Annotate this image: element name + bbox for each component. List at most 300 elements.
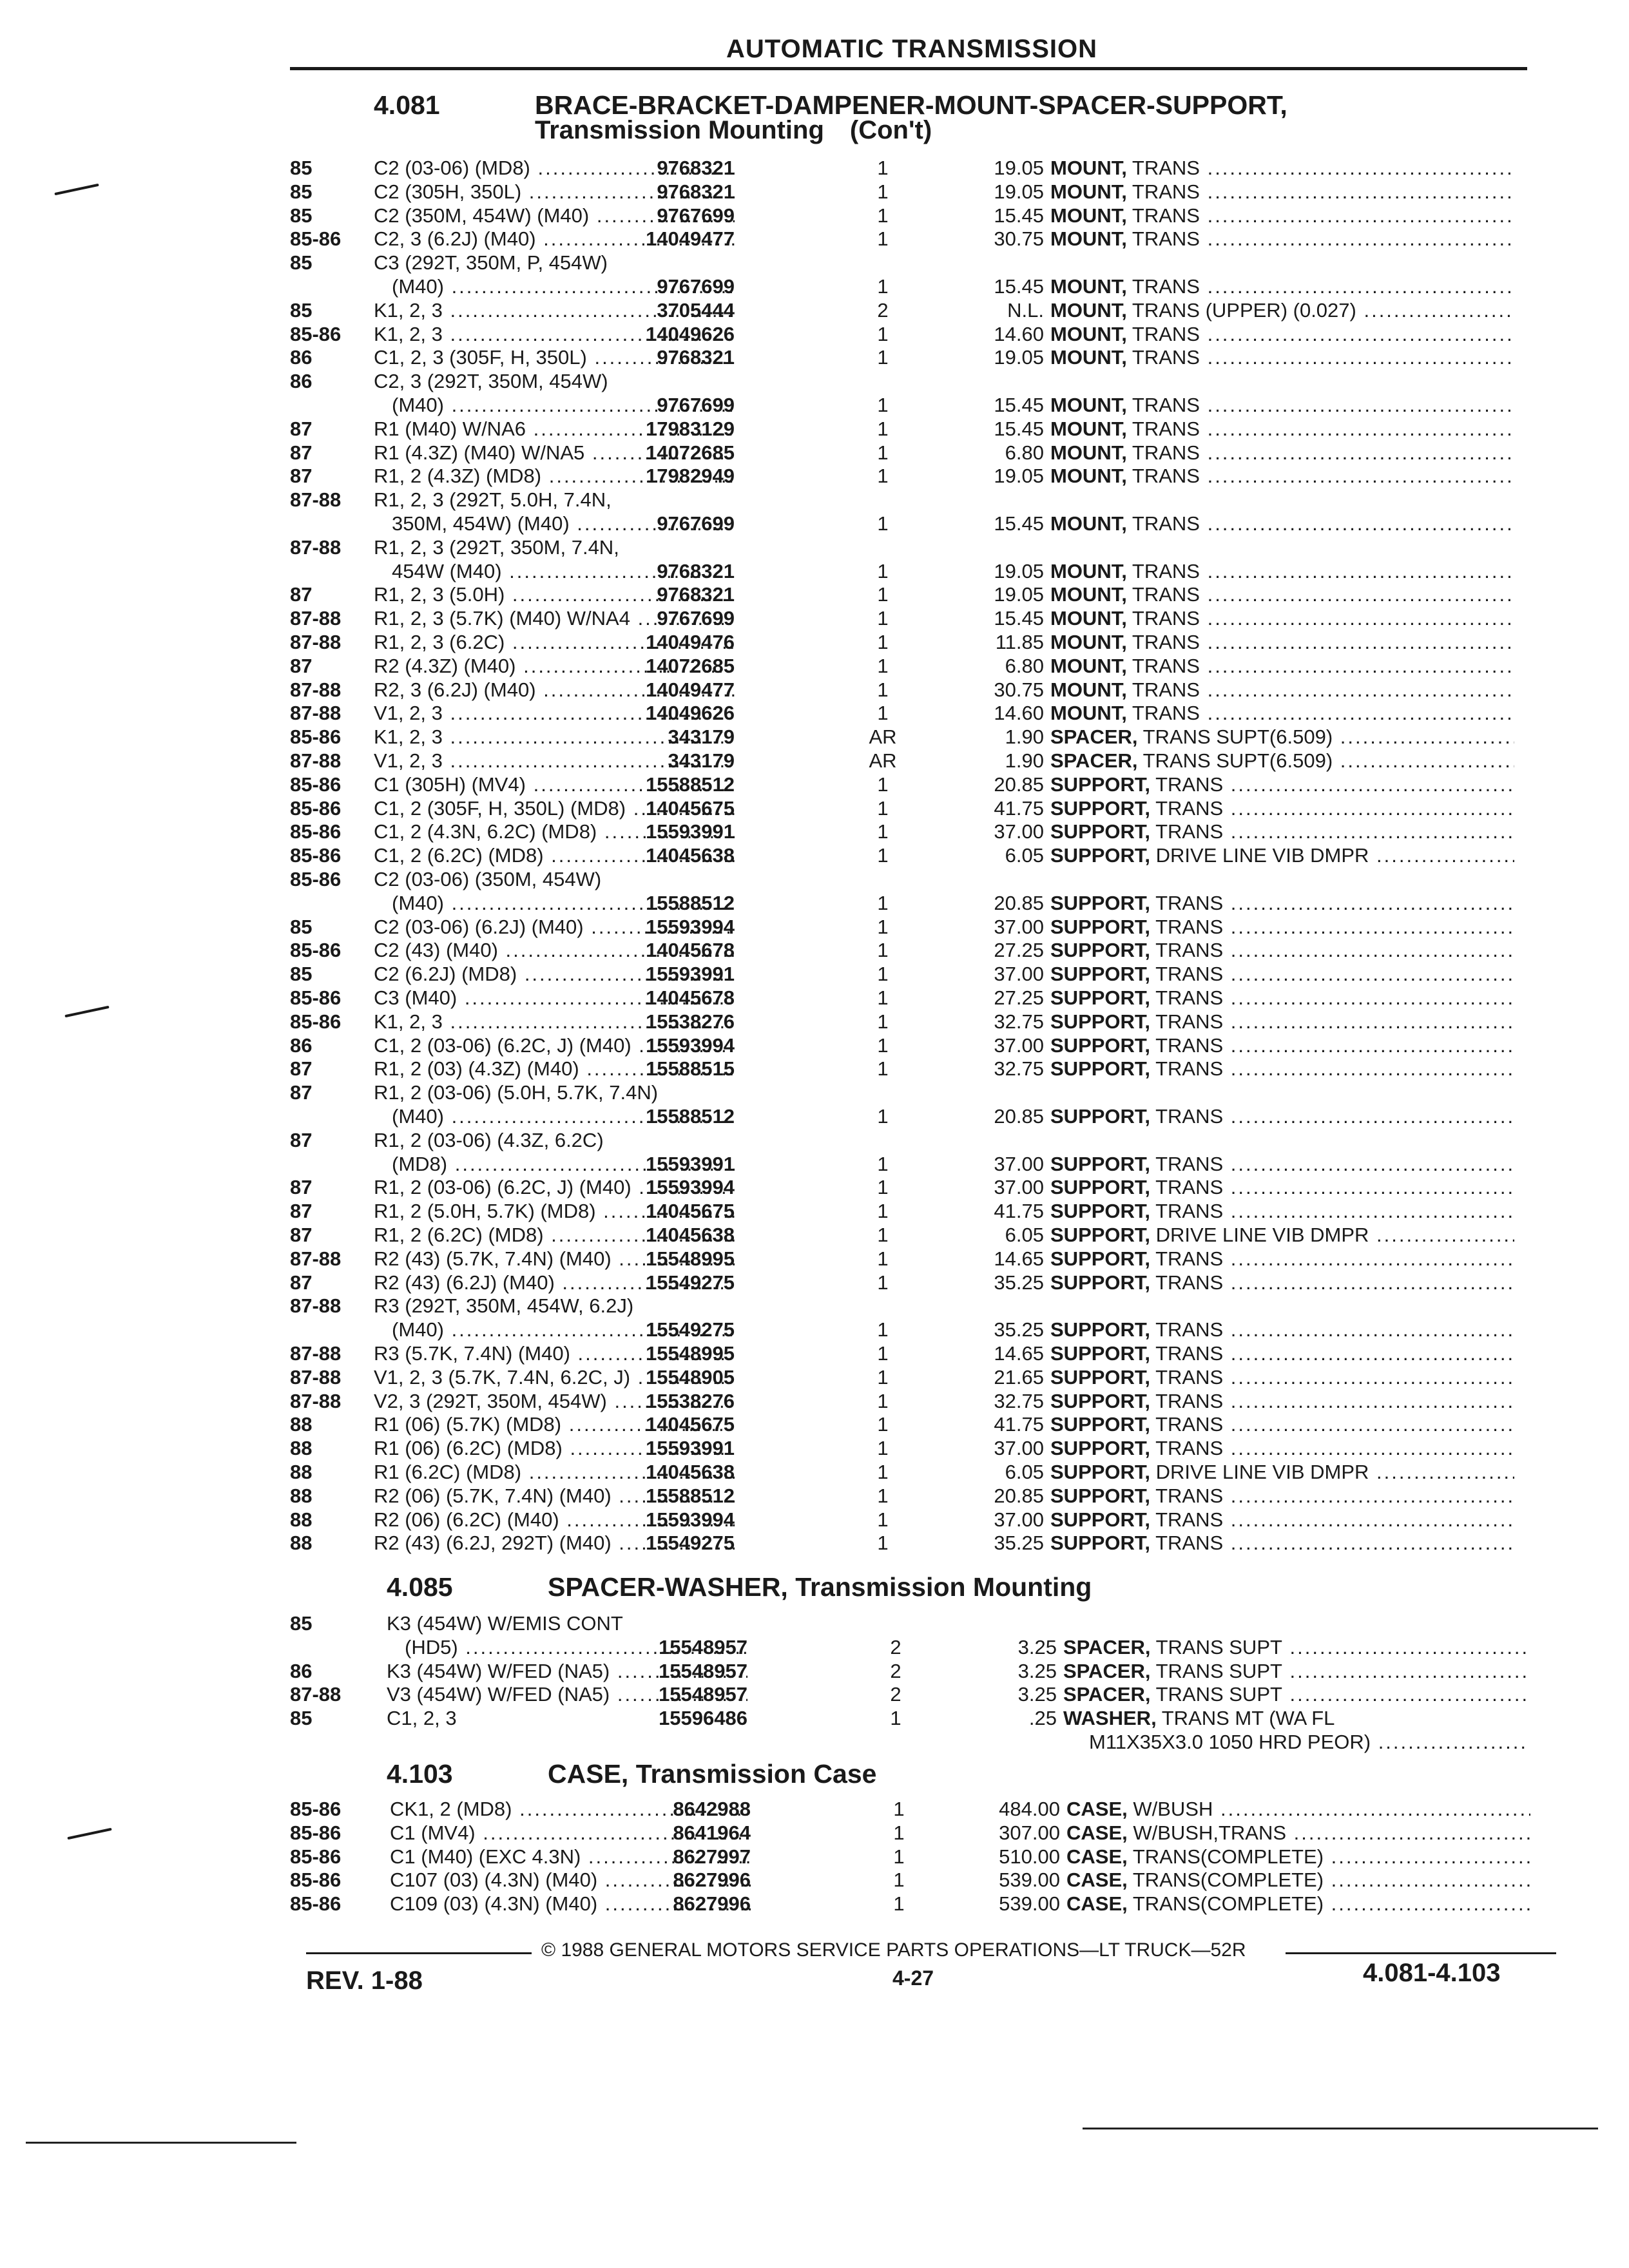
row-price: 14.65 <box>994 1247 1044 1270</box>
row-description: R1, 2 (03-06) (6.2C, J) (M40) ..... <box>374 1176 735 1199</box>
row-item-detail: TRANS <box>1155 915 1224 938</box>
row-item-name <box>1050 180 1514 204</box>
table-row <box>290 204 1547 228</box>
row-year: 85 <box>290 180 313 203</box>
table-row <box>290 1508 1547 1532</box>
row-price: 35.25 <box>994 1318 1044 1341</box>
row-year: 86 <box>290 1033 313 1057</box>
row-item-category: SUPPORT, <box>1050 1176 1151 1199</box>
row-item-name <box>1063 1660 1527 1683</box>
row-price: 20.85 <box>994 1105 1044 1128</box>
row-price: 32.75 <box>994 1010 1044 1033</box>
table-row <box>290 868 1547 892</box>
row-item-name <box>1050 346 1514 369</box>
row-part-number: 15593994 <box>646 1033 735 1057</box>
row-item-detail: TRANS <box>1155 1271 1224 1294</box>
table-row <box>290 394 1547 418</box>
row-description: C1, 2, 3 <box>387 1707 457 1730</box>
table-row <box>290 1200 1547 1224</box>
table-row <box>290 1153 1547 1177</box>
row-description: (M40) ..... <box>392 1318 735 1341</box>
row-year: 87-88 <box>290 1389 342 1412</box>
row-item-name <box>1050 1247 1514 1271</box>
row-quantity: 1 <box>877 1224 889 1246</box>
row-price: 37.00 <box>994 1437 1044 1460</box>
table-row <box>290 1342 1547 1366</box>
row-description: V2, 3 (292T, 350M, 454W) ..... <box>374 1390 735 1413</box>
row-part-number: 9767699 <box>657 275 735 298</box>
row-price: 539.00 <box>999 1892 1060 1916</box>
row-item-detail: TRANS <box>1155 1484 1224 1507</box>
table-row <box>290 631 1547 655</box>
table-row <box>290 749 1547 773</box>
row-item-category: SPACER, <box>1050 749 1138 772</box>
row-item-name <box>1063 1636 1527 1659</box>
row-item-category: SUPPORT, <box>1050 1365 1151 1389</box>
row-quantity: 1 <box>877 180 889 203</box>
row-quantity: 1 <box>877 157 889 179</box>
row-item-category: MOUNT, <box>1050 678 1127 701</box>
table-row <box>290 323 1547 347</box>
row-description: C2 (305H, 350L) ..... <box>374 180 735 204</box>
row-item-category: SUPPORT, <box>1050 1010 1151 1033</box>
row-price: 19.05 <box>994 346 1044 369</box>
row-year: 85 <box>290 915 313 938</box>
row-item-detail: TRANS SUPT <box>1155 1659 1282 1682</box>
row-year: 85-86 <box>290 322 342 345</box>
row-quantity: 1 <box>893 1798 905 1820</box>
row-description: K1, 2, 3 ..... <box>374 299 735 322</box>
row-part-number: 15596486 <box>659 1707 747 1730</box>
row-item-name <box>1050 299 1514 322</box>
row-quantity: 1 <box>890 1707 901 1730</box>
row-description: (MD8) ..... <box>392 1153 735 1176</box>
row-description: R1, 2 (4.3Z) (MD8) ..... <box>374 465 735 488</box>
row-item-detail: TRANS <box>1155 820 1224 843</box>
table-row <box>290 1390 1547 1414</box>
section-heading <box>387 1759 876 1789</box>
row-price: 1.90 <box>1005 726 1044 749</box>
row-quantity: 1 <box>877 512 889 535</box>
row-item-detail: TRANS <box>1155 1247 1224 1270</box>
row-description: R1, 2 (03-06) (5.0H, 5.7K, 7.4N) <box>374 1081 659 1104</box>
row-description: R1, 2, 3 (292T, 5.0H, 7.4N, <box>374 488 612 512</box>
row-item-name <box>1063 1683 1527 1706</box>
row-item-category: MOUNT, <box>1050 157 1127 179</box>
row-price: 20.85 <box>994 891 1044 914</box>
row-description: R2 (4.3Z) (M40) ..... <box>374 655 735 678</box>
row-price: 37.00 <box>994 963 1044 986</box>
row-item-detail: TRANS SUPT <box>1155 1635 1282 1658</box>
row-quantity: 1 <box>877 1532 889 1555</box>
row-part-number: 15548995 <box>646 1342 735 1365</box>
row-price: 37.00 <box>994 915 1044 938</box>
row-item-name <box>1050 1532 1514 1555</box>
row-part-number: 3705444 <box>657 298 735 322</box>
row-description: C1, 2, 3 (305F, H, 350L) ..... <box>374 346 735 369</box>
row-price: 41.75 <box>994 1413 1044 1436</box>
row-part-number: 15593994 <box>646 1176 735 1199</box>
row-price: 6.05 <box>1005 1224 1044 1246</box>
row-item-category: SUPPORT, <box>1050 773 1151 796</box>
row-item-category: MOUNT, <box>1050 180 1127 203</box>
row-price: 3.25 <box>1017 1683 1057 1706</box>
row-item-detail: TRANS <box>1155 939 1224 962</box>
row-part-number: 9767699 <box>657 607 735 630</box>
row-item-detail: TRANS <box>1132 512 1200 535</box>
table-row <box>290 1366 1547 1390</box>
table-row <box>290 844 1547 868</box>
row-description: C3 (M40) ..... <box>374 986 735 1010</box>
row-year: 88 <box>290 1508 313 1531</box>
row-year: 85-86 <box>290 1821 342 1844</box>
section-title: BRACE-BRACKET-DAMPENER-MOUNT-SPACER-SUPPORT, <box>535 90 1287 120</box>
row-part-number: 343179 <box>668 726 735 749</box>
row-item-category: SPACER, <box>1063 1635 1151 1658</box>
row-price: 20.85 <box>994 1484 1044 1507</box>
row-part-number: 15588515 <box>646 1057 735 1081</box>
row-part-number: 9768321 <box>657 346 735 369</box>
scan-mark <box>54 184 99 195</box>
row-item-category: MOUNT, <box>1050 441 1127 464</box>
row-item-category: SUPPORT, <box>1050 1152 1151 1175</box>
row-year: 85-86 <box>290 1010 342 1033</box>
row-item-detail: TRANS <box>1132 559 1200 582</box>
row-item-category: SUPPORT, <box>1050 820 1151 843</box>
row-item-detail: DRIVE LINE VIB DMPR <box>1155 844 1369 867</box>
row-part-number: 17983129 <box>646 417 735 440</box>
row-year: 87-88 <box>290 535 342 559</box>
row-price: 30.75 <box>994 678 1044 701</box>
row-item-category: SPACER, <box>1050 726 1138 749</box>
row-item-category: SUPPORT, <box>1050 1484 1151 1507</box>
row-item-category: SUPPORT, <box>1050 1318 1151 1341</box>
row-item-detail: TRANS <box>1132 417 1200 440</box>
row-item-detail: TRANS <box>1155 1176 1224 1199</box>
row-quantity: 1 <box>877 346 889 369</box>
row-item-category: SUPPORT, <box>1050 1224 1151 1246</box>
row-price: 21.65 <box>994 1365 1044 1389</box>
row-year: 87-88 <box>290 631 342 653</box>
table-row <box>290 1636 1547 1660</box>
table-row <box>290 1010 1547 1034</box>
row-item-name <box>1050 797 1514 820</box>
row-description: R1, 2 (6.2C) (MD8) ..... <box>374 1224 735 1247</box>
table-row <box>290 1485 1547 1508</box>
row-part-number: 14049626 <box>646 702 735 725</box>
row-item-name <box>1050 1057 1514 1081</box>
row-item-category: MOUNT, <box>1050 465 1127 488</box>
bottom-rule-right <box>1083 2128 1598 2129</box>
row-year: 88 <box>290 1413 313 1436</box>
row-price: 15.45 <box>994 607 1044 630</box>
row-part-number: 15548957 <box>659 1683 747 1706</box>
row-item-detail: TRANS <box>1155 1105 1224 1128</box>
row-price: 15.45 <box>994 512 1044 535</box>
row-part-number: 14072685 <box>646 654 735 677</box>
row-part-number: 15588512 <box>646 1105 735 1128</box>
row-description: R1, 2 (5.0H, 5.7K) (MD8) ..... <box>374 1200 735 1223</box>
row-year: 85-86 <box>290 773 342 796</box>
row-year: 85-86 <box>290 939 342 962</box>
row-year: 85 <box>290 251 313 274</box>
row-item-name <box>1050 1342 1514 1365</box>
row-part-number: 14072685 <box>646 441 735 464</box>
row-price: 6.80 <box>1005 654 1044 677</box>
row-quantity: 1 <box>877 322 889 345</box>
row-part-number: 15548957 <box>659 1635 747 1658</box>
row-item-detail: TRANS <box>1132 322 1200 345</box>
row-year: 87-88 <box>290 1247 342 1270</box>
row-item-category: MOUNT, <box>1050 559 1127 582</box>
row-price: 539.00 <box>999 1869 1060 1892</box>
row-price: 35.25 <box>994 1271 1044 1294</box>
row-part-number: 14045675 <box>646 1413 735 1436</box>
row-quantity: 1 <box>877 465 889 488</box>
subtitle-text: Transmission Mounting <box>535 116 824 144</box>
table-row <box>290 1247 1547 1271</box>
row-item-detail: TRANS <box>1132 394 1200 416</box>
row-description: K1, 2, 3 ..... <box>374 726 735 749</box>
table-row <box>290 1105 1547 1129</box>
row-quantity: 1 <box>877 796 889 820</box>
table-row <box>290 346 1547 370</box>
row-item-category: MOUNT, <box>1050 275 1127 298</box>
table-row <box>290 1532 1547 1555</box>
row-item-detail: TRANS <box>1132 465 1200 488</box>
row-year: 88 <box>290 1532 313 1555</box>
row-part-number: 14045678 <box>646 939 735 962</box>
row-item-detail: TRANS <box>1132 702 1200 725</box>
row-year: 88 <box>290 1484 313 1507</box>
row-item-name <box>1050 1224 1514 1247</box>
row-description: C2, 3 (6.2J) (M40) ..... <box>374 227 735 251</box>
section-title: SPACER-WASHER, Transmission Mounting <box>548 1572 1092 1602</box>
row-quantity: 1 <box>877 1200 889 1223</box>
row-description: 350M, 454W) (M40) ..... <box>392 512 735 535</box>
row-part-number: 9768321 <box>657 559 735 582</box>
table-row <box>290 892 1547 916</box>
row-price: 6.05 <box>1005 844 1044 867</box>
row-item-detail: TRANS <box>1155 1033 1224 1057</box>
row-description: C2 (03-06) (350M, 454W) <box>374 868 602 890</box>
table-row <box>290 1731 1547 1754</box>
row-item-detail: TRANS <box>1132 227 1200 251</box>
row-part-number: 14045638 <box>646 844 735 867</box>
row-quantity: 1 <box>877 1437 889 1460</box>
row-year: 87 <box>290 441 313 464</box>
table-row <box>290 1081 1547 1105</box>
row-quantity: 1 <box>877 702 889 725</box>
row-description: (M40) ..... <box>392 394 735 417</box>
row-description: R1 (6.2C) (MD8) ..... <box>374 1461 735 1484</box>
scan-mark <box>64 1006 109 1017</box>
row-description: CK1, 2 (MD8) ..... <box>390 1798 751 1821</box>
table-row <box>290 583 1547 607</box>
row-year: 87 <box>290 1128 313 1151</box>
footer-copyright: © 1988 GENERAL MOTORS SERVICE PARTS OPERATIONS—LT TRUCK—52R <box>541 1939 1246 1961</box>
table-row <box>290 1176 1547 1200</box>
row-item-name <box>1050 512 1514 535</box>
row-item-name <box>1050 1461 1514 1484</box>
row-description: R1 (06) (5.7K) (MD8) ..... <box>374 1413 735 1436</box>
row-item-detail: TRANS MT (WA FL <box>1161 1707 1335 1730</box>
table-row <box>290 1318 1547 1342</box>
row-description: C1 (M40) (EXC 4.3N) ..... <box>390 1845 751 1869</box>
row-quantity: 1 <box>877 394 889 416</box>
row-description: R1, 2 (03) (4.3Z) (M40) ..... <box>374 1057 735 1081</box>
row-item-detail: TRANS <box>1155 963 1224 986</box>
row-year: 85 <box>290 1612 313 1635</box>
row-part-number: 15588512 <box>646 891 735 914</box>
row-item-name <box>1050 418 1514 441</box>
row-item-detail: TRANS <box>1155 1365 1224 1389</box>
row-description: C2 (03-06) (MD8) ..... <box>374 157 735 180</box>
row-item-detail: W/BUSH,TRANS <box>1133 1821 1287 1844</box>
row-year: 87 <box>290 583 313 606</box>
row-item-category: MOUNT, <box>1050 631 1127 653</box>
row-quantity: 1 <box>877 583 889 606</box>
row-description: R1, 2, 3 (5.7K) (M40) W/NA4 ..... <box>374 607 735 630</box>
section-number: 4.081 <box>374 90 440 120</box>
row-item-name <box>1050 1437 1514 1460</box>
row-description: C2 (350M, 454W) (M40) ..... <box>374 204 735 227</box>
row-item-detail: TRANS <box>1155 1057 1224 1081</box>
row-quantity: AR <box>869 749 897 772</box>
row-part-number: 9768321 <box>657 157 735 179</box>
row-year: 86 <box>290 370 313 393</box>
row-quantity: AR <box>869 726 897 749</box>
row-item-name <box>1050 773 1514 796</box>
row-year: 85 <box>290 298 313 322</box>
row-year: 87 <box>290 654 313 677</box>
row-item-detail: TRANS <box>1132 441 1200 464</box>
row-part-number: 14045675 <box>646 796 735 820</box>
row-item-category: SUPPORT, <box>1050 1057 1151 1081</box>
row-quantity: 2 <box>890 1635 901 1658</box>
row-price: 20.85 <box>994 773 1044 796</box>
row-part-number: 15588512 <box>646 773 735 796</box>
row-price: 15.45 <box>994 417 1044 440</box>
scan-mark <box>67 1828 111 1840</box>
row-item-detail: TRANS SUPT <box>1155 1683 1282 1706</box>
row-year: 85-86 <box>290 1869 342 1892</box>
row-item-category: SUPPORT, <box>1050 1033 1151 1057</box>
row-description: K3 (454W) W/EMIS CONT <box>387 1612 623 1635</box>
row-quantity: 2 <box>890 1659 901 1682</box>
row-part-number: 9767699 <box>657 394 735 416</box>
row-description: R2 (06) (6.2C) (M40) ..... <box>374 1508 735 1532</box>
row-description: R3 (5.7K, 7.4N) (M40) ..... <box>374 1342 735 1365</box>
row-description: K1, 2, 3 ..... <box>374 323 735 346</box>
table-row <box>290 1707 1547 1731</box>
row-item-detail: TRANS <box>1155 1532 1224 1555</box>
row-description: V1, 2, 3 ..... <box>374 749 735 773</box>
table-row <box>290 1034 1547 1058</box>
table-row <box>290 1683 1547 1707</box>
row-part-number: 8627996 <box>673 1869 751 1892</box>
row-item-detail: TRANS <box>1155 891 1224 914</box>
row-year: 85-86 <box>290 796 342 820</box>
row-quantity: 1 <box>877 1342 889 1365</box>
row-item-detail: TRANS <box>1132 180 1200 203</box>
row-part-number: 17982949 <box>646 465 735 488</box>
row-item-name <box>1050 441 1514 465</box>
row-item-name <box>1050 892 1514 915</box>
row-item-detail: TRANS <box>1132 631 1200 653</box>
row-price: N.L. <box>1007 298 1044 322</box>
row-item-name <box>1050 963 1514 986</box>
row-price: 30.75 <box>994 227 1044 251</box>
table-row <box>290 1271 1547 1295</box>
row-item-name <box>1050 1010 1514 1033</box>
row-price: 19.05 <box>994 157 1044 179</box>
row-year: 87 <box>290 1200 313 1223</box>
row-part-number: 15593994 <box>646 1508 735 1531</box>
row-year: 85-86 <box>290 1892 342 1916</box>
row-part-number: 15593991 <box>646 820 735 843</box>
row-item-category: MOUNT, <box>1050 394 1127 416</box>
row-price: 37.00 <box>994 1033 1044 1057</box>
row-item-category: MOUNT, <box>1050 607 1127 630</box>
row-item-name <box>1050 465 1514 488</box>
row-price: 37.00 <box>994 1508 1044 1531</box>
row-quantity: 1 <box>877 939 889 962</box>
row-description: C3 (292T, 350M, P, 454W) <box>374 251 608 274</box>
row-item-category: MOUNT, <box>1050 417 1127 440</box>
cont-label: (Con't) <box>849 116 932 144</box>
table-row <box>290 1129 1547 1153</box>
row-price: 11.85 <box>995 631 1044 653</box>
section-number: 4.085 <box>387 1572 453 1602</box>
page-header-title: AUTOMATIC TRANSMISSION <box>726 35 1098 63</box>
row-item-detail: W/BUSH <box>1133 1798 1213 1820</box>
row-description: C2, 3 (292T, 350M, 454W) <box>374 370 608 393</box>
row-description: R3 (292T, 350M, 454W, 6.2J) <box>374 1294 634 1318</box>
row-item-category: SUPPORT, <box>1050 1461 1151 1483</box>
row-quantity: 1 <box>877 1033 889 1057</box>
row-item-name <box>1050 1318 1514 1341</box>
row-year: 87-88 <box>290 678 342 701</box>
row-quantity: 1 <box>877 1389 889 1412</box>
row-year: 87-88 <box>290 1342 342 1365</box>
row-item-name <box>1066 1821 1530 1845</box>
row-quantity: 1 <box>877 1176 889 1199</box>
row-price: 484.00 <box>999 1798 1060 1820</box>
row-item-category: SUPPORT, <box>1050 1271 1151 1294</box>
row-description: C2 (43) (M40) ..... <box>374 939 735 962</box>
row-quantity: 1 <box>893 1892 905 1916</box>
row-part-number: 15549275 <box>646 1532 735 1555</box>
row-description: R2 (43) (5.7K, 7.4N) (M40) ..... <box>374 1247 735 1271</box>
row-year: 85-86 <box>290 844 342 867</box>
row-price: 14.65 <box>994 1342 1044 1365</box>
row-part-number: 8642988 <box>673 1798 751 1820</box>
row-item-detail: TRANS SUPT(6.509) <box>1142 726 1333 749</box>
row-item-category: MOUNT, <box>1050 702 1127 725</box>
row-part-number: 14049626 <box>646 322 735 345</box>
row-item-category: MOUNT, <box>1050 512 1127 535</box>
row-price: 510.00 <box>999 1845 1060 1868</box>
row-part-number: 14045675 <box>646 1200 735 1223</box>
row-item-category: SUPPORT, <box>1050 915 1151 938</box>
table-row <box>290 702 1547 726</box>
row-quantity: 1 <box>877 275 889 298</box>
row-year: 85 <box>290 204 313 227</box>
row-price: 14.60 <box>994 322 1044 345</box>
row-quantity: 1 <box>877 1247 889 1270</box>
section-heading <box>387 1572 1092 1602</box>
